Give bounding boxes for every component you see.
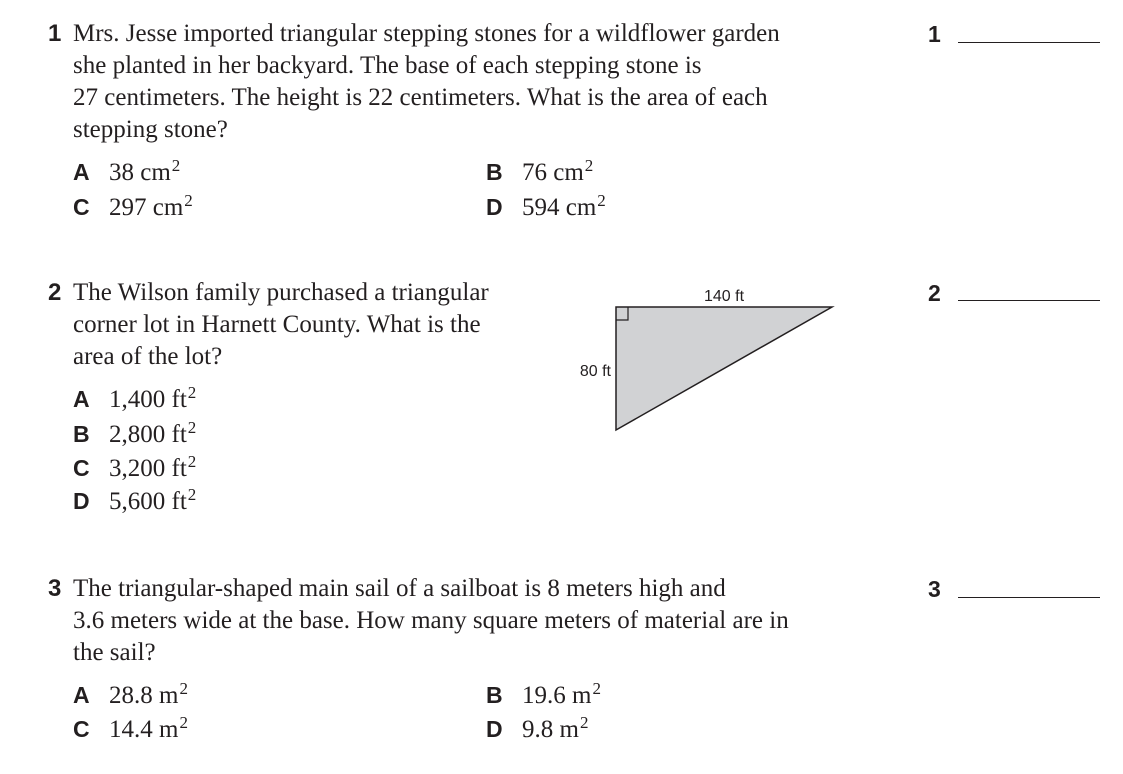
question-text xyxy=(73,277,489,373)
choice-value: 76 cm xyxy=(522,159,584,186)
choice-b[interactable] xyxy=(73,411,197,448)
top-dimension-label: 140 ft xyxy=(703,288,745,305)
answer-number: 1 xyxy=(928,21,941,47)
choice-exponent: 2 xyxy=(579,713,589,732)
choice-value: 2,800 ft xyxy=(109,421,187,448)
choice-letter: A xyxy=(73,682,90,708)
question-text-line: 3.6 meters wide at the base. How many square meters of material are in xyxy=(73,607,789,634)
choice-d[interactable] xyxy=(486,706,589,743)
choice-letter: D xyxy=(73,488,90,514)
choice-letter: C xyxy=(73,194,90,220)
choice-letter: B xyxy=(486,682,503,708)
choice-letter: C xyxy=(73,455,90,481)
question-text-line: The Wilson family purchased a triangular xyxy=(73,279,489,306)
choice-a[interactable] xyxy=(73,376,197,413)
triangle-shape xyxy=(616,307,832,430)
choice-letter: A xyxy=(73,386,90,412)
choice-exponent: 2 xyxy=(184,191,193,210)
choice-exponent: 2 xyxy=(171,156,181,175)
question-text-line: Mrs. Jesse imported triangular stepping stones for a wildflower garden xyxy=(73,20,780,47)
choice-exponent: 2 xyxy=(187,452,197,471)
choice-value: 3,200 ft xyxy=(109,455,187,482)
choice-a[interactable] xyxy=(73,672,188,709)
choice-b[interactable] xyxy=(486,149,594,186)
choice-exponent: 2 xyxy=(584,156,594,175)
choice-letter: A xyxy=(73,159,90,185)
question-text-line: 27 centimeters. The height is 22 centimeters. What is the area of each xyxy=(73,84,768,111)
choice-letter: B xyxy=(73,421,90,447)
choice-value: 5,600 ft xyxy=(109,488,187,515)
question-number: 3 xyxy=(48,575,62,602)
choice-exponent: 2 xyxy=(187,383,197,402)
choice-b[interactable] xyxy=(486,672,601,709)
question-text-line: the sail? xyxy=(73,639,156,666)
answer-blank[interactable] xyxy=(958,300,1100,301)
choice-letter: D xyxy=(486,194,503,220)
question-text-line: corner lot in Harnett County. What is the xyxy=(73,311,481,338)
side-dimension-label: 80 ft xyxy=(579,363,611,380)
question-text-line: area of the lot? xyxy=(73,343,223,370)
choice-a[interactable] xyxy=(73,149,181,186)
choice-value: 594 cm xyxy=(522,194,597,221)
choice-d[interactable] xyxy=(486,184,606,221)
answer-number: 3 xyxy=(928,576,941,602)
choice-letter: B xyxy=(486,159,503,185)
question-text-line: stepping stone? xyxy=(73,116,228,143)
question-text xyxy=(73,18,780,146)
choice-value: 38 cm xyxy=(109,159,171,186)
question-number: 2 xyxy=(48,279,62,306)
choice-value: 9.8 m xyxy=(522,716,579,743)
question-number: 1 xyxy=(48,20,62,47)
choice-letter: C xyxy=(73,716,90,742)
answer-number: 2 xyxy=(928,280,941,306)
question-text xyxy=(73,573,789,669)
choice-value: 1,400 ft xyxy=(109,386,187,413)
choice-c[interactable] xyxy=(73,706,188,743)
choice-c[interactable] xyxy=(73,184,193,221)
choice-d[interactable] xyxy=(73,478,197,515)
answer-blank[interactable] xyxy=(958,42,1100,43)
choice-letter: D xyxy=(486,716,503,742)
choice-exponent: 2 xyxy=(187,418,197,437)
choice-value: 14.4 m xyxy=(109,716,179,743)
choice-value: 19.6 m xyxy=(522,682,592,709)
choice-exponent: 2 xyxy=(597,191,606,210)
answer-blank[interactable] xyxy=(958,597,1100,598)
question-text-line: The triangular-shaped main sail of a sailboat is 8 meters high and xyxy=(73,575,726,602)
question-text-line: she planted in her backyard. The base of each stepping stone is xyxy=(73,52,702,79)
choice-value: 297 cm xyxy=(109,194,184,221)
choice-exponent: 2 xyxy=(179,713,188,732)
choice-exponent: 2 xyxy=(592,679,601,698)
choice-value: 28.8 m xyxy=(109,682,179,709)
choice-exponent: 2 xyxy=(179,679,188,698)
choice-exponent: 2 xyxy=(187,485,197,504)
triangle-lot-diagram xyxy=(568,280,848,440)
choice-c[interactable] xyxy=(73,445,197,482)
